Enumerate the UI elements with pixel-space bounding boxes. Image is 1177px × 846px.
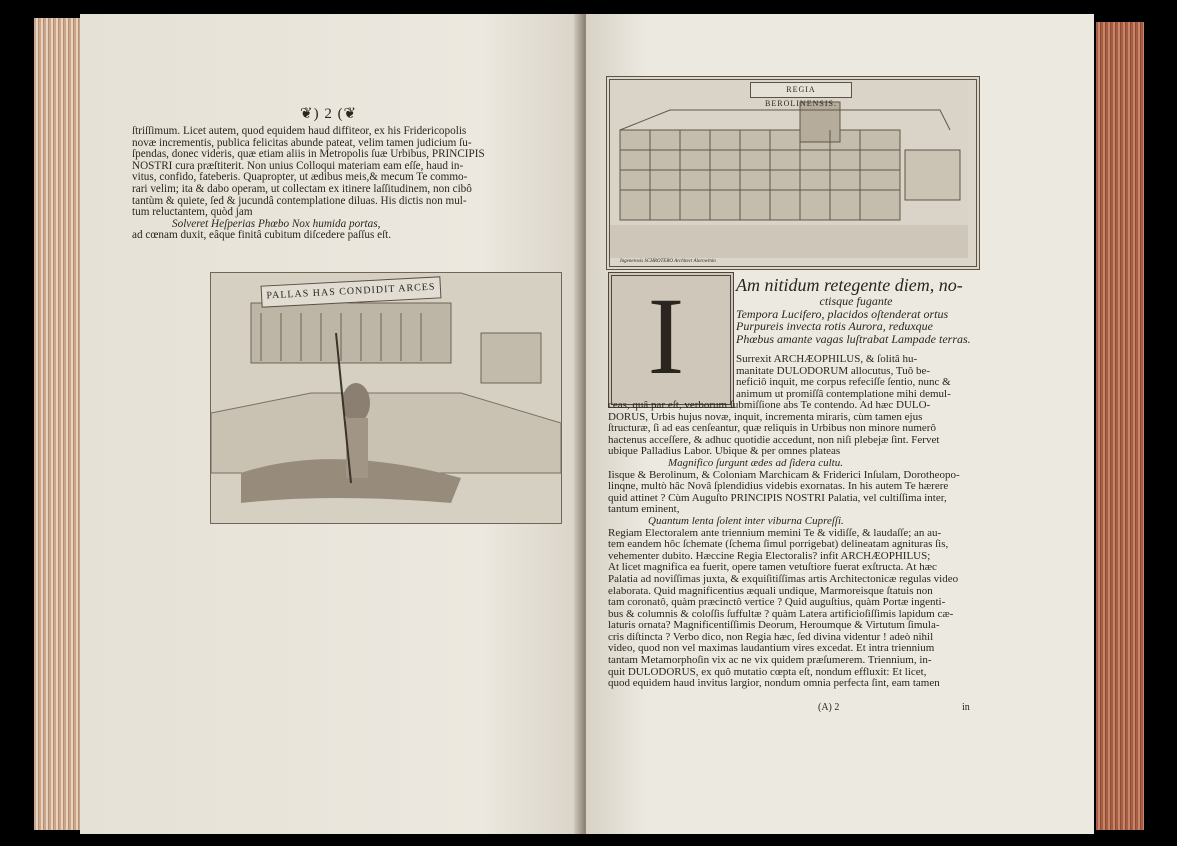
verse-line: Phœbus amante vagas luſtrabat Lampade terras. [736, 331, 971, 346]
text-line: tantum eminent, [608, 503, 680, 516]
signature-mark: (A) 2 [818, 702, 840, 713]
text-line: ubique Palladius Labor. Ubique & per omnes plateas [608, 445, 841, 458]
engraving-caption: Ingenerosis SCHROTERO Architect Alorowlnin [620, 259, 716, 264]
body-text-beside-initial [736, 354, 976, 400]
text-line: quit DULODORUS, ex quô mutatio cœpta eſt, nondum effluxit: Et licet, [608, 665, 927, 678]
text-line: quid attinet ? Cùm Auguſto PRINCIPIS NOSTRI Palatia, vel cultiſſima inter, [608, 491, 947, 504]
text-line: Regiam Electoralem ante triennium memini Te & vidiſſe, & laudaſſe; an au- [608, 526, 942, 539]
text-line: At licet magnifica ea fuerit, opere tamen vetuſtiore fuerat exſtructa. At hæc [608, 561, 937, 574]
text-line: tum reluctantem, quòd jam [132, 206, 253, 219]
text-line: ſpendas, donec videris, quæ etiam aliis in Metropolis ſuæ Urbibus, PRINCIPIS [132, 148, 485, 161]
text-line: ſtriſſimum. Licet autem, quod equidem haud diffiteor, ex his Fridericopolis [132, 125, 467, 137]
drop-cap-initial [608, 272, 734, 408]
left-page [80, 14, 582, 834]
text-line: vehementer dubito. Hæccine Regia Electoralis? infit ARCHÆOPHILUS; [608, 549, 931, 562]
text-line: tam coronatô, quàm præcinctô vertice ? Quid auguſtius, quàm Portæ ingenti- [608, 596, 946, 609]
text-line: Iisque & Berolinum, & Coloniam Marchicam & Friderici Inſulam, Dorotheopo- [608, 468, 960, 481]
text-line: elaborata. Quid magnificentius æquali undique, Marmoreisque ſtatuis non [608, 584, 933, 597]
verse-line: Purpureis invecta rotis Aurora, reduxque [736, 319, 933, 334]
verse-line: Quantum lenta ſolent inter viburna Cupreſſi. [648, 514, 844, 527]
text-line: linqne, multò hâc Novâ ſplendidius videbis exornatas. In his autem Te hærere [608, 480, 949, 493]
pallas-engraving-art [211, 273, 561, 523]
engraving-banner: PALLAS HAS CONDIDIT ARCES [261, 276, 442, 307]
text-line: ceas, quâ par eſt, verborum ſubmiſſione abs Te contendo. Ad hæc DULO- [608, 399, 931, 411]
text-line: rari velim; ita & dabo operam, ut collectam ex itinere laſſitudinem, non cibô [132, 182, 472, 195]
verse-line: Tempora Lucifero, placidos oſtenderat ortus [736, 306, 949, 321]
text-line: animum ut promiſſâ contemplatione mihi demul- [736, 387, 951, 400]
text-line: Surrexit ARCHÆOPHILUS, & ſolitâ hu- [736, 353, 918, 365]
verse-line: Solveret Heſperias Phœbo Nox humida portas, [172, 217, 381, 230]
text-line: Palatia ad noviſſimas juxta, & exquiſitiſſimas artis Architectonicæ regulas video [608, 572, 959, 585]
text-line: ad cœnam duxit, eâque finitâ cubitum diſcedere paſſus eſt. [132, 229, 392, 242]
text-line: tem eandem hôc ſchemate (ſchema ſimul porrigebat) delineatam agnituras ſis, [608, 538, 949, 551]
text-line: laturis ornata? Magnificentiſſimis Deorum, Heroumque & Virtutum ſimula- [608, 619, 940, 632]
text-line: DORUS, Urbis hujus novæ, inquit, incrementa miraris, cùm tamen ejus [608, 410, 923, 423]
open-book [34, 10, 1144, 840]
verse-line: ctisque fugante [819, 294, 893, 308]
left-body-text [132, 126, 556, 242]
text-line: manitate DULODORUM allocutus, Tuô be- [736, 364, 931, 377]
engraving-title: REGIA BEROLINENSIS. [750, 82, 852, 98]
verse-line: Am nitidum retegente diem, no- [736, 275, 963, 295]
text-line: ſtructuræ, ſi ad eas cenſeantur, quæ reliquis in Urbibus non minore numerô [608, 422, 936, 435]
page-edges-left [34, 18, 84, 830]
page-header: ❦) 2 (❦ [300, 106, 358, 122]
drop-cap-letter: I [647, 275, 685, 397]
text-line: vitus, confido, fateberis. Quapropter, ut ædibus meis,& mecum Te commo- [132, 171, 468, 184]
text-line: tantam Metamorphoſin vix ac ne vix quidem præſumerem. Triennium, in- [608, 654, 932, 667]
regia-engraving [606, 76, 980, 270]
text-line: cris diſtincta ? Verbo dico, non Regia hæc, ſed divina videntur ! adeò nihil [608, 630, 934, 643]
catchword: in [962, 702, 970, 713]
text-line: tantùm & quiete, ſed & jucundâ contemplatione diluas. His dictis non mul- [132, 194, 467, 207]
text-line: hactenus acceſſere, & adhuc quotidie accedunt, non niſi plebejæ ſint. Fervet [608, 433, 940, 446]
pallas-engraving [210, 272, 562, 524]
text-line: neficiô inquit, me corpus refeciſſe ſentio, nunc & [736, 376, 951, 389]
text-line: NOSTRI cura præſtiterit. Non unius Colloqui materiam eam eſſe, haud in- [132, 159, 464, 172]
page-edges-right [1096, 22, 1144, 830]
text-line: video, quod non vel maximas laudantium vires excedat. Et intra triennium [608, 642, 935, 655]
text-line: quod equidem haud invitus largior, nondum omnia perfecta ſint, eam tamen [608, 677, 940, 690]
right-page [586, 14, 1094, 834]
opening-verse [736, 276, 976, 345]
text-line: novæ incrementis, publica felicitas abunde pateat, velim tamen judicium ſu- [132, 136, 472, 149]
text-line: bus & columnis & coloſſis ſuffultæ ? quàm Latera artificioſiſſimis lapidum cæ- [608, 607, 954, 620]
verse-line: Magnifico ſurgunt ædes ad ſidera cultu. [668, 456, 843, 469]
right-body-text [608, 400, 976, 690]
